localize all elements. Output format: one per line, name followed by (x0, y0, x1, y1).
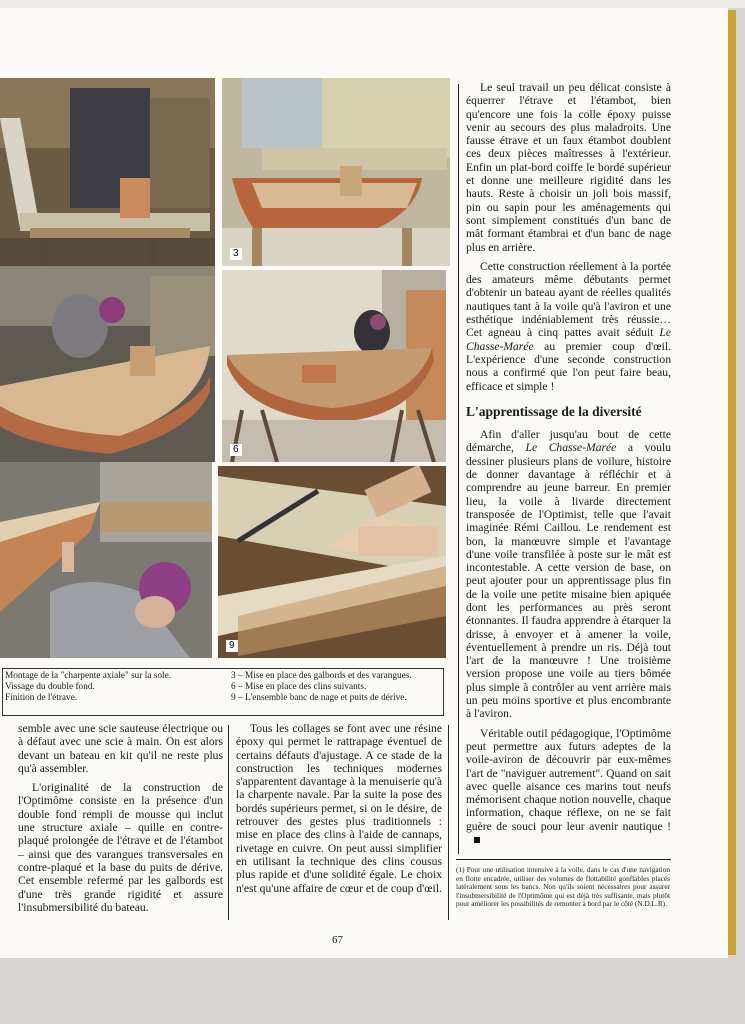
paragraph: L'originalité de la construction de l'Optimôme consiste en la présence d'un double fond rempli de mousse qui inclut une structure axiale – quille en contre-plaqué prolongée de l'étrave et de l'étambot – ainsi que des varangues transversales en contre-plaqué et la base du puits de dérive. Cet ensemble refermé par les galbords est d'une très grande rigidité et assure l'insubmersibilité du bateau. (18, 781, 223, 914)
end-mark-icon (474, 837, 480, 843)
photo-clins-image (222, 270, 446, 462)
magazine-title: Le Chasse-Marée (525, 441, 617, 455)
caption-line: Vissage du double fond. (5, 682, 95, 692)
paragraph (466, 260, 671, 393)
text-column-2 (236, 722, 442, 895)
caption-line: 3 – Mise en place des galbords et des varangues. (231, 671, 412, 681)
caption-line: 6 – Mise en place des clins suivants. (231, 682, 367, 692)
photo-number: 3 (230, 248, 242, 260)
text-column-1 (18, 722, 223, 914)
paragraph: Le seul travail un peu délicat consiste à équerrer l'étrave et l'étambot, bien qu'encore une fois la colle époxy puisse venir au secours des plus maladroits. Une fausse étrave et un faux étambot doublent ces deux pièces maîtresses à l'extérieur. Enfin un plat-bord coiffe le bordé supérieur et donne une meilleure rigidité dans les hauts. Reste à choisir un joli bois massif, pin ou sapin pour les aménagements qui sont simplement constitués d'un banc de mât formant étambrai et d'un banc de nage plus en arrière. (466, 81, 671, 254)
caption-line: Montage de la "charpente axiale" sur la sole. (5, 671, 172, 681)
photo-double-bottom-screwing-image (0, 266, 215, 462)
photo-axial-frame (0, 78, 215, 266)
captions-right (231, 671, 441, 704)
photo-number: 9 (226, 640, 238, 652)
photo-galbords-image (222, 78, 450, 266)
column-rule (228, 725, 229, 920)
photo-clins (222, 270, 446, 462)
footnote: (1) Pour une utilisation intensive à la voile, dans le cas d'une navigation en flotte encadrée, utiliser des volumes de flottabilité gonflables placés latéralement sous les bancs. Non qu'ils soient nécessaires pour assurer l'insubmersibilité de l'Optimôme qui est déjà très suffisante, mais plutôt pour améliorer les possibilités de remonter à bord par le côté (N.D.L.R). (456, 865, 670, 909)
footnote-rule (456, 859, 671, 860)
photo-stem-finish (0, 462, 212, 658)
paragraph: semble avec une scie sauteuse électrique ou à défaut avec une scie à main. On est alors devant un bateau en kit qu'il ne reste plus qu'à assembler. (18, 722, 223, 775)
paragraph (466, 727, 671, 847)
photo-bench-centreboard-image (218, 466, 446, 658)
caption-line: 9 – L'ensemble banc de nage et puits de dérive. (231, 693, 407, 703)
photo-number: 6 (230, 444, 242, 456)
captions-left (5, 671, 220, 704)
section-heading: L'apprentissage de la diversité (466, 403, 642, 419)
photo-double-bottom-screwing (0, 266, 215, 462)
magazine-title: Le Chasse-Marée (466, 326, 671, 353)
paragraph: Tous les collages se font avec une résine époxy qui permet le rattrapage éventuel de certains défauts d'ajustage. A ce stade de la construction les techniques modernes s'apparentent davantage à la menuiserie qu'à la charpente navale. Par la suite la pose des bordés supérieurs permet, si on le désire, de retrouver des gestes plus traditionnels : mise en place des clins à l'aide de cannaps, rivetage en cuivre. On peut aussi simplifier en utilisant la technique des clins cousus plus rapide et d'une solidité égale. Le choix n'est qu'une affaire de cœur et de coup d'œil. (236, 722, 442, 895)
text-run: Véritable outil pédagogique, l'Optimôme peut permettre aux futurs adeptes de la voile-aviron de découvrir par eux-mêmes l'art de "naviguer autrement". Quand on sait avec quelle aisance ces marins tout neufs mémorisent chaque notion nouvelle, chaque information, chaque réflexe, on ne se fait guère de souci pour leur avenir nautique ! (466, 726, 671, 833)
page-number: 67 (332, 934, 343, 946)
scan-top-strip (0, 0, 745, 8)
column-rule (448, 725, 449, 920)
photo-stem-finish-image (0, 462, 212, 658)
text-column-right (466, 81, 671, 846)
photo-axial-frame-image (0, 78, 215, 266)
cover-edge (728, 10, 736, 955)
photo-galbords (222, 78, 450, 266)
magazine-page (0, 8, 728, 958)
column-rule (458, 84, 459, 854)
photo-bench-centreboard (218, 466, 446, 658)
text-run: au premier coup d'œil. L'expérience d'une seconde construction nous a confirmé que l'on peut faire beau, efficace et simple ! (466, 339, 671, 393)
caption-line: Finition de l'étrave. (5, 693, 78, 703)
text-run: Afin d'aller jusqu'au bout de cette démarche, (466, 428, 671, 455)
text-run: Cette construction réellement à la portée des amateurs même débutants permet d'obtenir un bateau ayant de réelles qualités nautiques tant à la voile qu'à l'aviron et une esthétique indéniablement très réussie… Cet agneau à cinq pattes avait séduit (466, 259, 671, 340)
paragraph (466, 428, 671, 721)
photo-captions (2, 668, 444, 716)
text-run: a voulu dessiner plusieurs plans de voilure, histoire de donner davantage à réfléchir et à comprendre au jeune barreur. En premier lieu, la voile à livarde directement transposée de l'Optimist, telle que l'avait imaginée Rémi Caillou. Le rendement est bon, la manœuvre simple et l'avantage d'une voile transfilée à poste sur le mât est incontestable. A cette version de base, on peut ajouter pour un apprentissage plus fin de la voile une petite misaine bien apiquée dont les performances au près seront étonnantes. Il faudra apprendre à étarquer la drisse, à envoyer et à amener la voile, éventuellement à prendre un ris. Déjà tout l'art de la manœuvre ! Une troisième version propose une voile au tiers bômée plus simple à contrôler au vent arrière mais un peu moins sportive et plus encombrante à l'aviron. (466, 441, 671, 721)
